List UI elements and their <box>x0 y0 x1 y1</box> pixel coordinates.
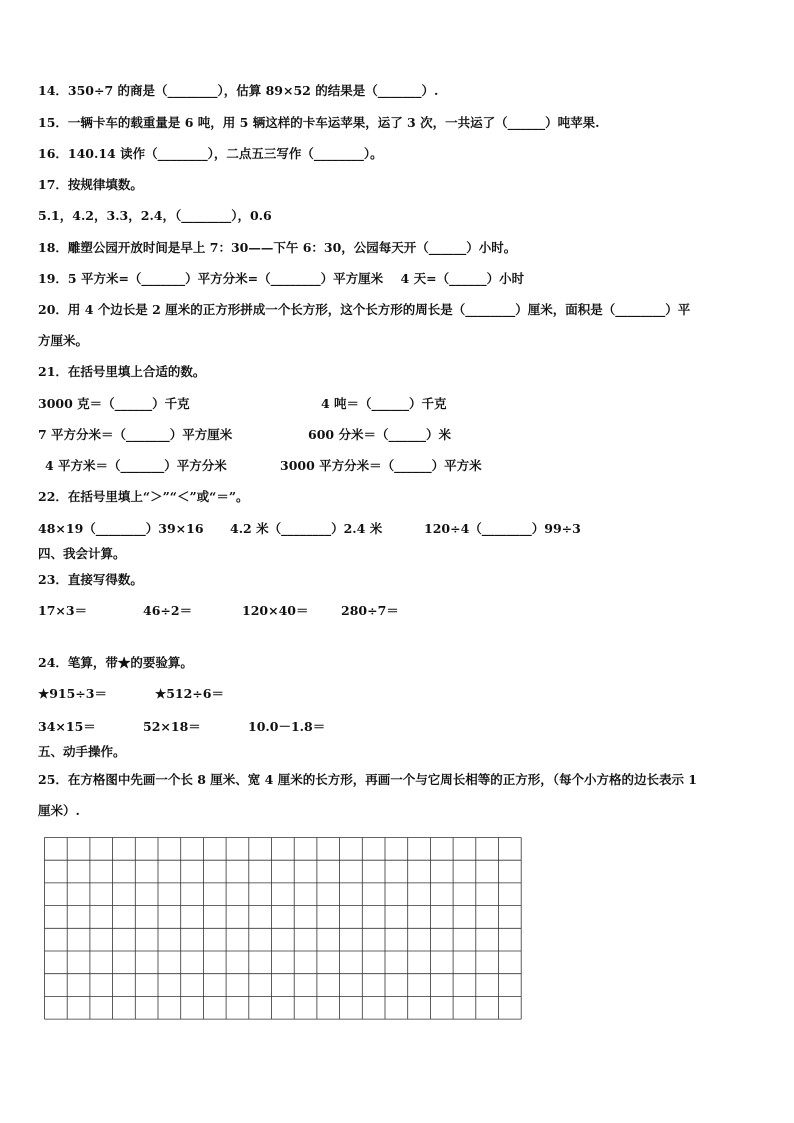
question-14: 14．350÷7 的商是（________），估算 89×52 的结果是（_______）. <box>38 83 439 98</box>
question-15: 15．一辆卡车的载重量是 6 吨，用 5 辆这样的卡车运苹果，运了 3 次，一共运了（______）吨苹果. <box>38 115 600 130</box>
question-17: 17．按规律填数。 <box>38 177 143 192</box>
question-22: 22．在括号里填上“＞”“＜”或“＝”。 <box>38 489 249 504</box>
q24-item: ★915÷3＝ <box>38 686 107 701</box>
q22-item: 4.2 米（________）2.4 米 <box>230 521 383 536</box>
question-25-line-1: 25．在方格图中先画一个长 8 厘米、宽 4 厘米的长方形，再画一个与它周长相等的正方形，（每个小方格的边长表示 1 <box>38 772 697 787</box>
q21-item: 3000 平方分米＝（______）平方米 <box>280 458 482 473</box>
q21-item: 4 吨＝（______）千克 <box>321 396 447 411</box>
q21-item: 4 平方米＝（_______）平方分米 <box>45 458 227 473</box>
square-grid <box>44 837 524 1023</box>
q23-item: 280÷7＝ <box>341 603 399 618</box>
question-16: 16．140.14 读作（________），二点五三写作（________）。 <box>38 146 383 161</box>
question-19: 19．5 平方米=（_______）平方分米=（________）平方厘米 4 天=（______）小时 <box>38 271 525 286</box>
question-20-line-2: 方厘米。 <box>38 333 89 348</box>
q23-item: 17×3＝ <box>38 603 88 618</box>
q22-item: 48×19（________）39×16 <box>38 521 204 536</box>
q21-item: 7 平方分米＝（_______）平方厘米 <box>38 427 233 442</box>
question-18: 18．雕塑公园开放时间是早上 7：30——下午 6：30，公园每天开（______）小时。 <box>38 240 517 255</box>
question-20-line-1: 20．用 4 个边长是 2 厘米的正方形拼成一个长方形，这个长方形的周长是（________）厘米，面积是（________）平 <box>38 302 691 317</box>
section-4-heading: 四、我会计算。 <box>38 546 126 561</box>
question-25-line-2: 厘米）. <box>38 803 80 818</box>
question-17-sequence: 5.1，4.2，3.3，2.4，（________），0.6 <box>38 208 272 223</box>
q21-item: 3000 克＝（______）千克 <box>38 396 190 411</box>
question-23: 23．直接写得数。 <box>38 572 143 587</box>
q23-item: 120×40＝ <box>242 603 309 618</box>
question-21: 21．在括号里填上合适的数。 <box>38 364 206 379</box>
q24-item: ★512÷6＝ <box>155 686 224 701</box>
q24-item: 10.0－1.8＝ <box>248 719 326 734</box>
q22-item: 120÷4（________）99÷3 <box>424 521 581 536</box>
section-5-heading: 五、动手操作。 <box>38 744 126 759</box>
question-24: 24．笔算，带★的要验算。 <box>38 655 193 670</box>
q23-item: 46÷2＝ <box>143 603 193 618</box>
q21-item: 600 分米＝（______）米 <box>308 427 451 442</box>
q24-item: 52×18＝ <box>143 719 201 734</box>
q24-item: 34×15＝ <box>38 719 96 734</box>
